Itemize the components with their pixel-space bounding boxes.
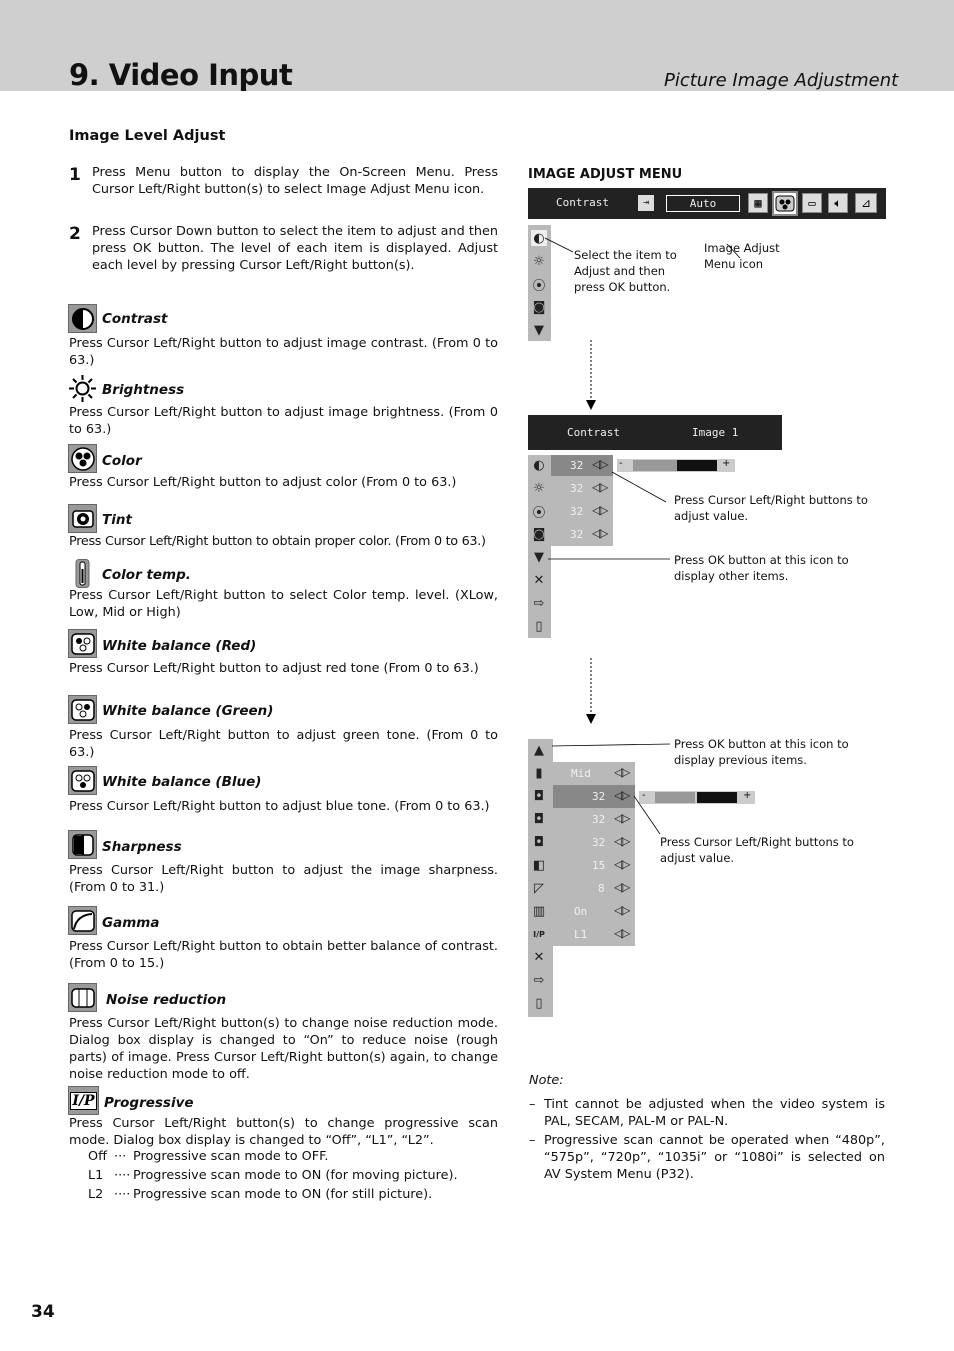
item-title: Brightness [102, 382, 185, 398]
slider-minus: - [642, 790, 646, 801]
white-balance-red-icon[interactable]: ◘ [533, 788, 545, 804]
item-title: Tint [102, 512, 132, 528]
image-adjust-menu-icon [772, 191, 798, 216]
item-desc: Press Cursor Left/Right button(s) to change noise reduction mode. Dialog box display is changed to “On” to reduce noise (rough parts) of image. Press Cursor Left/Right button(s) again, to change noise reduction mode to off. [69, 1016, 498, 1082]
osd-value: 32 [592, 790, 606, 803]
page-title: 9. Video Input [69, 58, 293, 92]
white-balance-red-icon [68, 629, 97, 658]
leader-lines [548, 470, 678, 562]
item-title: Progressive [104, 1095, 194, 1111]
osd-value: 8 [598, 882, 605, 895]
mode-sep: ··· [114, 1149, 127, 1164]
quit-icon[interactable]: ▯ [535, 995, 543, 1011]
osd-value: L1 [574, 928, 588, 941]
item-title: Contrast [102, 311, 168, 327]
item-title: Gamma [102, 915, 160, 931]
left-right-arrows-icon[interactable]: ◁▷ [614, 834, 629, 848]
flow-arrow [584, 658, 598, 726]
item-title: White balance (Red) [102, 638, 257, 654]
osd-value: 32 [592, 813, 606, 826]
mode-key: Off [88, 1149, 107, 1164]
left-right-arrows-icon[interactable]: ◁▷ [614, 926, 629, 940]
step-number: 1 [69, 165, 81, 185]
noise-reduction-icon [68, 983, 97, 1012]
left-right-arrows-icon[interactable]: ◁▷ [614, 765, 629, 779]
item-desc: Press Cursor Left/Right button to select Color temp. level. (XLow, Low, Mid or High) [69, 588, 498, 620]
slider-fill [697, 792, 737, 803]
osd-value: 32 [592, 836, 606, 849]
pc-adjust-icon: ▦ [748, 193, 768, 213]
color-icon [68, 444, 97, 473]
annotation-previous-items: Press OK button at this icon to display previous items. [674, 737, 849, 767]
osd-mode-value: Auto [666, 195, 740, 212]
osd-item-column [528, 739, 553, 1017]
left-right-arrows-icon[interactable]: ◁▷ [614, 880, 629, 894]
item-desc: Press Cursor Left/Right button to adjust the image sharpness. (From 0 to 31.) [69, 863, 498, 895]
white-balance-blue-icon [68, 766, 97, 795]
item-desc: Press Cursor Left/Right button to adjust image brightness. (From 0 to 63.) [69, 405, 498, 437]
screen-icon: ▭ [802, 193, 822, 213]
item-desc: Press Cursor Left/Right button to obtain proper color. (From 0 to 63.) [69, 534, 486, 549]
note-title: Note: [529, 1073, 564, 1088]
mode-text: Progressive scan mode to OFF. [133, 1149, 329, 1164]
progressive-mode-list [88, 1148, 498, 1203]
step-text: Press Menu button to display the On-Screen Menu. Press Cursor Left/Right button(s) to select Image Adjust Menu icon. [92, 165, 498, 197]
setting-icon: ⊿ [855, 193, 877, 213]
white-balance-blue-icon[interactable]: ◘ [533, 834, 545, 850]
mode-text: Progressive scan mode to ON (for moving picture). [133, 1168, 458, 1183]
progressive-icon: I/P [68, 1086, 99, 1115]
tint-icon[interactable]: ◙ [532, 526, 546, 542]
slider-plus: + [743, 790, 752, 801]
item-desc: Press Cursor Left/Right button to adjust blue tone. (From 0 to 63.) [69, 799, 490, 814]
osd-value: 15 [592, 859, 606, 872]
left-right-arrows-icon[interactable]: ◁▷ [592, 457, 607, 471]
sharpness-icon [68, 830, 97, 859]
close-icon[interactable]: ✕ [533, 949, 545, 965]
color-temp-icon [68, 559, 97, 588]
down-arrow-icon[interactable]: ▼ [534, 322, 544, 338]
brightness-icon[interactable]: ☼ [533, 253, 545, 269]
item-title: Color [102, 453, 142, 469]
brightness-icon[interactable]: ☼ [533, 480, 545, 496]
flow-arrow [584, 340, 598, 412]
slider-fill [677, 460, 717, 471]
tint-icon [68, 504, 97, 533]
note-list [529, 1096, 885, 1183]
contrast-icon[interactable]: ◐ [531, 230, 547, 246]
annotation-other-items: Press OK button at this icon to display other items. [674, 553, 849, 583]
osd-item-label: Contrast [556, 196, 609, 209]
contrast-icon [68, 304, 97, 333]
left-right-arrows-icon[interactable]: ◁▷ [592, 526, 607, 540]
left-right-arrows-icon[interactable]: ◁▷ [614, 788, 629, 802]
left-right-arrows-icon[interactable]: ◁▷ [614, 903, 629, 917]
section-heading: Image Level Adjust [69, 128, 226, 144]
annotation-select: Select the item to Adjust and then press OK button. [574, 248, 677, 294]
sound-icon: 🔈︎ [828, 193, 848, 213]
osd-value: Mid [571, 767, 591, 780]
mode-sep: ···· [114, 1168, 131, 1183]
item-desc: Press Cursor Left/Right button to adjust color (From 0 to 63.) [69, 475, 457, 490]
osd-value: 32 [570, 528, 584, 541]
page-number: 34 [31, 1302, 55, 1322]
note-item: Progressive scan cannot be operated when “480p”, “575p”, “720p”, “1035i” or “1080i” is selected on AV System Menu (P32). [544, 1133, 885, 1182]
mode-key: L1 [88, 1168, 104, 1183]
white-balance-green-icon[interactable]: ◘ [533, 811, 545, 827]
item-desc: Press Cursor Left/Right button to obtain better balance of contrast. (From 0 to 15.) [69, 939, 498, 971]
item-desc: Press Cursor Left/Right button to adjust red tone (From 0 to 63.) [69, 661, 479, 676]
close-icon[interactable]: ✕ [533, 572, 545, 588]
mode-key: L2 [88, 1187, 104, 1202]
osd-value: 32 [570, 482, 584, 495]
store-icon[interactable]: ⇨ [533, 595, 545, 611]
osd-menu-bar [528, 188, 886, 219]
osd-value: 32 [570, 505, 584, 518]
slider-plus: + [722, 458, 731, 469]
sharpness-icon[interactable]: ◧ [532, 857, 546, 873]
osd-mode-value: Image 1 [692, 426, 739, 439]
white-balance-green-icon [68, 695, 97, 724]
annotation-menu-icon: Image Adjust Menu icon [704, 241, 780, 271]
item-title: White balance (Green) [102, 703, 274, 719]
input-icon: ⇥ [638, 195, 654, 211]
store-icon[interactable]: ⇨ [533, 972, 545, 988]
step-number: 2 [69, 224, 81, 244]
tint-icon[interactable]: ◙ [532, 299, 546, 315]
item-desc: Press Cursor Left/Right button(s) to change progressive scan mode. Dialog box display is changed to “Off”, “L1”, “L2”. [69, 1116, 498, 1148]
left-right-arrows-icon[interactable]: ◁▷ [592, 503, 607, 517]
page-subtitle: Picture Image Adjustment [664, 70, 899, 91]
item-title: Noise reduction [106, 992, 227, 1008]
annotation-adjust: Press Cursor Left/Right buttons to adjust value. [674, 493, 868, 523]
annotation-adjust: Press Cursor Left/Right buttons to adjust value. [660, 835, 854, 865]
osd-menu-bar [528, 415, 782, 450]
mode-sep: ···· [114, 1187, 131, 1202]
osd-item-label: Contrast [567, 426, 620, 439]
color-icon[interactable]: ⦿ [532, 505, 546, 521]
leader-lines [552, 740, 682, 840]
color-temp-icon[interactable]: ▮ [535, 765, 543, 781]
progressive-icon[interactable]: I/P [533, 929, 545, 939]
gamma-icon[interactable]: ◸ [534, 880, 544, 896]
osd-value: 32 [570, 459, 584, 472]
noise-reduction-icon[interactable]: ▥ [532, 903, 546, 919]
slider-minus: - [619, 458, 623, 469]
up-arrow-icon[interactable]: ▲ [534, 742, 544, 758]
bullet: – [529, 1133, 536, 1148]
osd-value: On [574, 905, 588, 918]
color-icon[interactable]: ⦿ [532, 278, 546, 294]
mode-text: Progressive scan mode to ON (for still picture). [133, 1187, 433, 1202]
left-right-arrows-icon[interactable]: ◁▷ [592, 480, 607, 494]
step-text: Press Cursor Down button to select the item to adjust and then press OK button. The level of each item is displayed. Adjust each level by pressing Cursor Left/Right button(s). [92, 224, 498, 273]
note-item: Tint cannot be adjusted when the video system is PAL, SECAM, PAL-M or PAL-N. [544, 1097, 885, 1129]
item-desc: Press Cursor Left/Right button to adjust image contrast. (From 0 to 63.) [69, 336, 498, 368]
quit-icon[interactable]: ▯ [535, 618, 543, 634]
contrast-icon[interactable]: ◐ [533, 457, 545, 473]
down-arrow-icon[interactable]: ▼ [534, 549, 544, 565]
item-desc: Press Cursor Left/Right button to adjust green tone. (From 0 to 63.) [69, 728, 498, 760]
item-title: Color temp. [102, 567, 191, 583]
menu-heading: IMAGE ADJUST MENU [528, 167, 683, 182]
left-right-arrows-icon[interactable]: ◁▷ [614, 811, 629, 825]
bullet: – [529, 1097, 536, 1112]
item-title: Sharpness [102, 839, 182, 855]
item-title: White balance (Blue) [102, 774, 262, 790]
brightness-icon [68, 374, 97, 403]
gamma-icon [68, 906, 97, 935]
left-right-arrows-icon[interactable]: ◁▷ [614, 857, 629, 871]
